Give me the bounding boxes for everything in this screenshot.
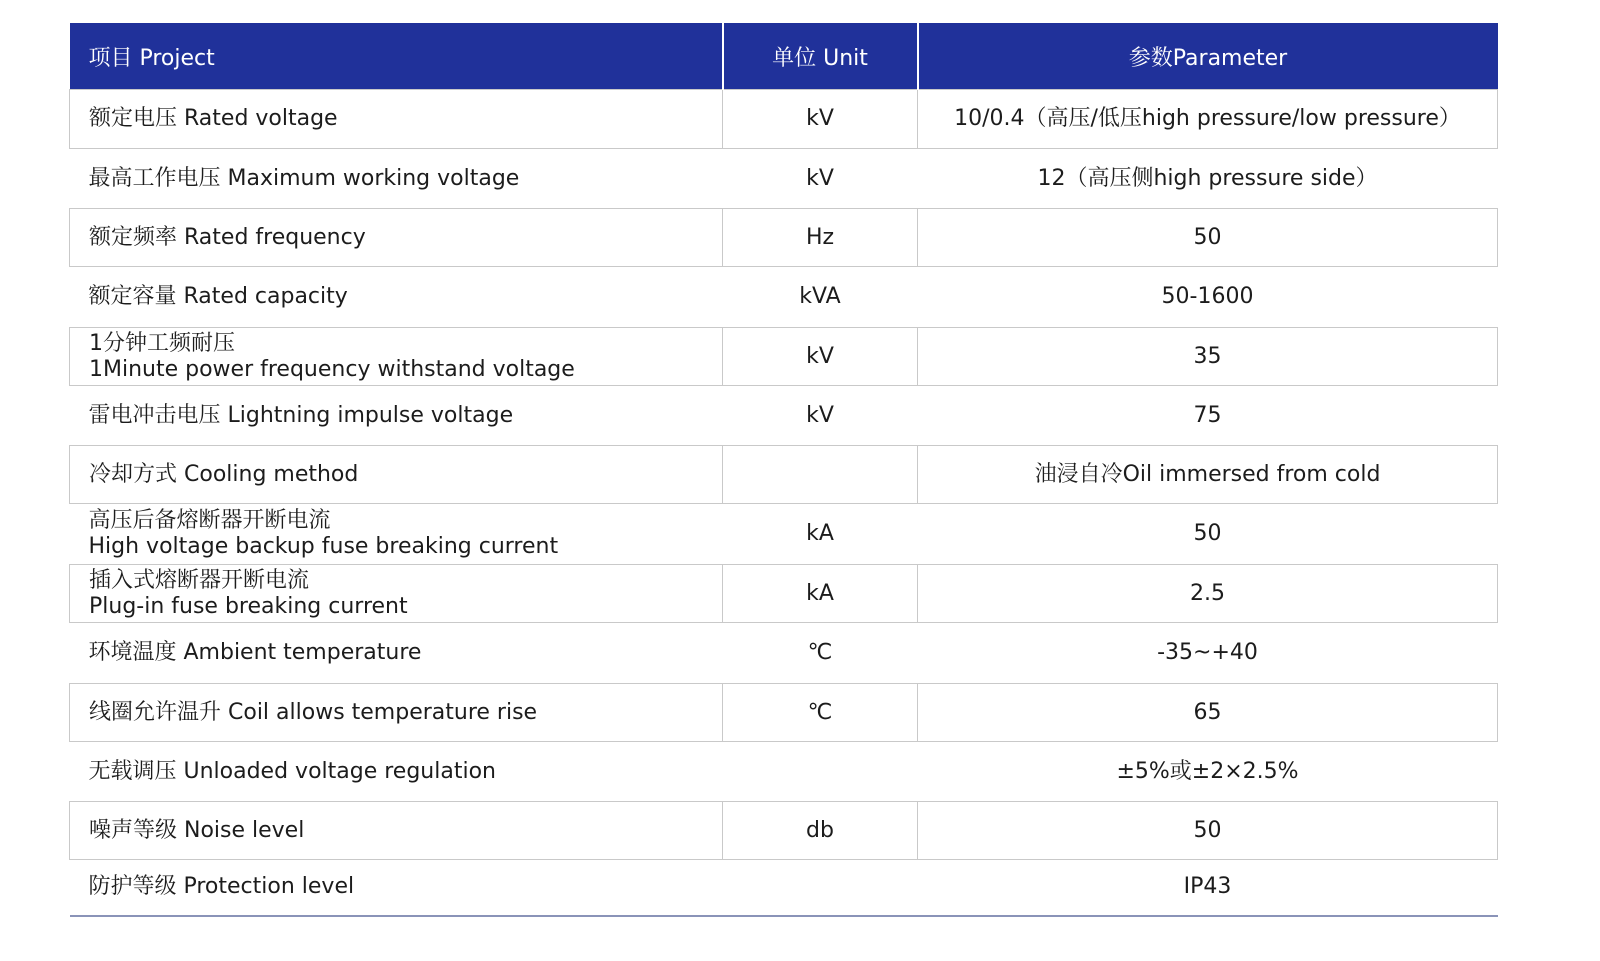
row-parameter: ±5%或±2×2.5% — [1116, 758, 1299, 784]
row-unit: db — [723, 802, 918, 860]
row-project: 环境温度 Ambient temperature — [88, 640, 422, 665]
row-project: 线圈允许温升 Coil allows temperature rise — [70, 684, 723, 742]
header-parameter: 参数Parameter — [918, 23, 1498, 90]
row-project — [70, 504, 723, 565]
row-unit: kA — [723, 565, 918, 623]
table-row — [70, 209, 1498, 267]
row-parameter: 50 — [918, 802, 1498, 860]
table-body — [70, 90, 1498, 916]
table-row — [70, 684, 1498, 742]
table-row — [70, 860, 1498, 916]
table-row — [70, 802, 1498, 860]
table-row — [70, 149, 1498, 209]
row-parameter: 2.5 — [918, 565, 1498, 623]
row-project-en: High voltage backup fuse breaking current — [88, 534, 559, 559]
row-parameter: 油浸自冷Oil immersed from cold — [918, 446, 1498, 504]
row-parameter: 50-1600 — [1161, 284, 1254, 309]
table-row — [70, 742, 1498, 802]
row-project-en: Plug-in fuse breaking current — [89, 593, 408, 619]
row-parameter: IP43 — [918, 860, 1498, 916]
row-project: 防护等级 Protection level — [70, 860, 723, 916]
row-unit: kVA — [799, 284, 841, 309]
row-unit: kV — [723, 328, 918, 386]
row-unit: ℃ — [807, 640, 833, 665]
row-parameter: 50 — [918, 209, 1498, 267]
row-parameter: -35~+40 — [1157, 640, 1258, 665]
row-project: 雷电冲击电压 Lightning impulse voltage — [88, 402, 514, 428]
table-header — [70, 23, 1498, 90]
table-row — [70, 90, 1498, 149]
row-unit — [723, 742, 918, 802]
table-row — [70, 623, 1498, 684]
row-parameter: 75 — [1193, 402, 1222, 428]
row-parameter: 12（高压侧high pressure side） — [1037, 165, 1378, 191]
table-row — [70, 328, 1498, 386]
header-unit: 单位 Unit — [723, 23, 918, 90]
row-project — [70, 328, 723, 386]
row-project: 额定频率 Rated frequency — [70, 209, 723, 267]
row-project-en: 1Minute power frequency withstand voltage — [89, 356, 575, 382]
row-project — [70, 565, 723, 623]
row-unit: ℃ — [723, 684, 918, 742]
table-row — [70, 446, 1498, 504]
row-parameter: 50 — [1193, 521, 1222, 546]
row-unit — [723, 446, 918, 504]
row-project: 无载调压 Unloaded voltage regulation — [88, 758, 496, 784]
row-project: 噪声等级 Noise level — [70, 802, 723, 860]
row-unit — [723, 860, 918, 916]
row-unit: Hz — [723, 209, 918, 267]
row-parameter: 10/0.4（高压/低压high pressure/low pressure） — [918, 90, 1498, 149]
table-row — [70, 565, 1498, 623]
row-unit: kA — [806, 521, 834, 546]
spec-table — [69, 23, 1498, 917]
row-project: 冷却方式 Cooling method — [70, 446, 723, 504]
row-unit: kV — [806, 165, 834, 191]
row-unit: kV — [806, 402, 834, 428]
header-project: 项目 Project — [70, 23, 723, 90]
table-row — [70, 386, 1498, 446]
row-project: 额定容量 Rated capacity — [88, 284, 348, 309]
row-project: 最高工作电压 Maximum working voltage — [88, 165, 520, 191]
row-project-cn: 高压后备熔断器开断电流 — [88, 508, 331, 533]
table-row — [70, 267, 1498, 328]
row-parameter: 65 — [918, 684, 1498, 742]
header-row — [70, 23, 1498, 90]
row-parameter: 35 — [918, 328, 1498, 386]
row-unit: kV — [723, 90, 918, 149]
row-project-cn: 插入式熔断器开断电流 — [89, 567, 310, 593]
row-project-cn: 1分钟工频耐压 — [89, 330, 235, 356]
row-project: 额定电压 Rated voltage — [70, 90, 723, 149]
table-row — [70, 504, 1498, 565]
